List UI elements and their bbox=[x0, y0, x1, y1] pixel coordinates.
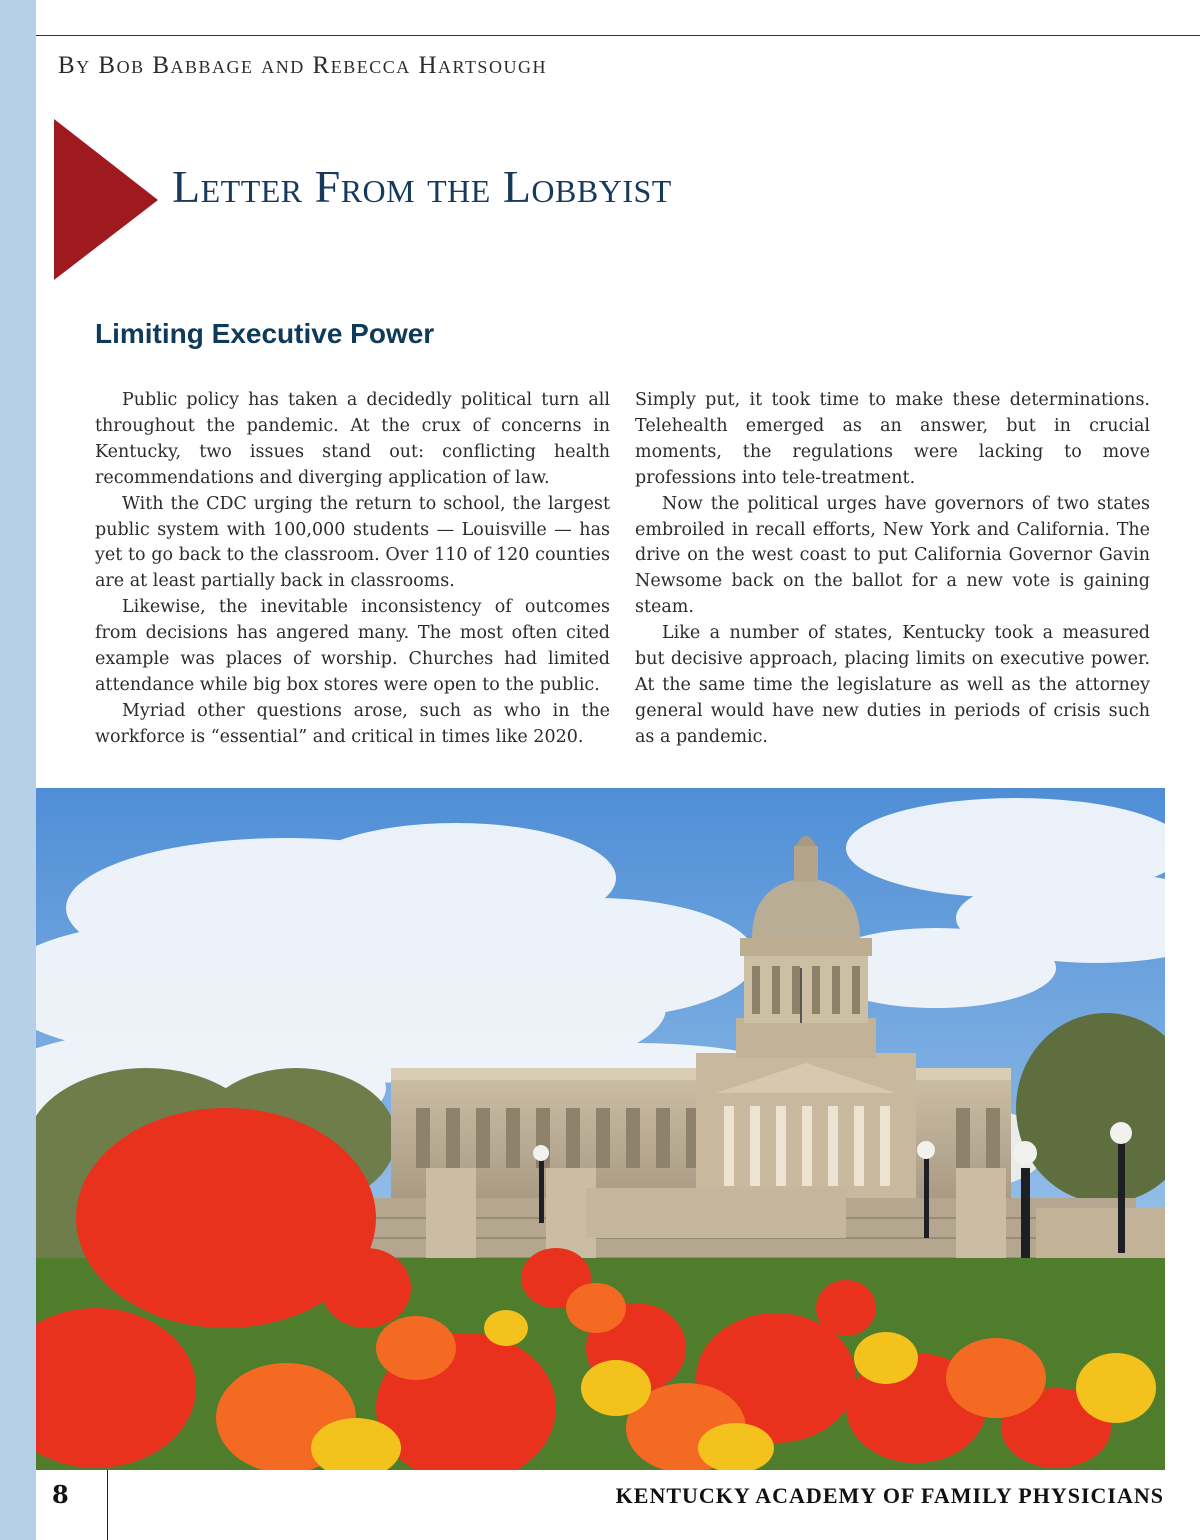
paragraph: Now the political urges have governors of two states embroiled in recall efforts, New York and California. The drive on the west coast to put California Governor Gavin Newsome back on the ballot for a new vote is gaining steam. bbox=[635, 493, 1150, 618]
top-rule bbox=[36, 35, 1200, 36]
red-triangle-icon bbox=[54, 119, 160, 281]
kentucky-capitol-photo bbox=[36, 788, 1165, 1470]
paragraph: With the CDC urging the return to school, the largest public system with 100,000 students — Louisville — has yet to go back to the classroom. Over 110 of 120 counties are at least partially back in classrooms. bbox=[95, 493, 610, 592]
page-title: Letter From the Lobbyist bbox=[172, 161, 672, 212]
article-right-column bbox=[635, 388, 1150, 751]
article-subhead: Limiting Executive Power bbox=[95, 318, 435, 349]
paragraph: Likewise, the inevitable inconsistency of outcomes from decisions has angered many. The most often cited example was places of worship. Churches had limited attendance while big box stores were open to the public. bbox=[95, 597, 610, 695]
page-number: 8 bbox=[52, 1480, 69, 1509]
side-color-bar bbox=[0, 0, 36, 1540]
paragraph: Simply put, it took time to make these determinations. Telehealth emerged as an answer, but in crucial moments, the regulations were lacking to move professions into tele-treatment. bbox=[635, 390, 1150, 488]
byline: By Bob Babbage and Rebecca Hartsough bbox=[58, 52, 547, 79]
article-left-column bbox=[95, 388, 610, 751]
paragraph: Myriad other questions arose, such as who in the workforce is “essential” and critical in times like 2020. bbox=[95, 700, 610, 747]
paragraph: Like a number of states, Kentucky took a measured but decisive approach, placing limits on executive power. At the same time the legislature as well as the attorney general would have new duties in periods of crisis such as a pandemic. bbox=[635, 623, 1150, 747]
paragraph: Public policy has taken a decidedly political turn all throughout the pandemic. At the crux of concerns in Kentucky, two issues stand out: conflicting health recommendations and diverging application of law. bbox=[95, 390, 610, 488]
footer-rule bbox=[107, 1470, 108, 1540]
publication-name: KENTUCKY ACADEMY OF FAMILY PHYSICIANS bbox=[615, 1483, 1164, 1508]
